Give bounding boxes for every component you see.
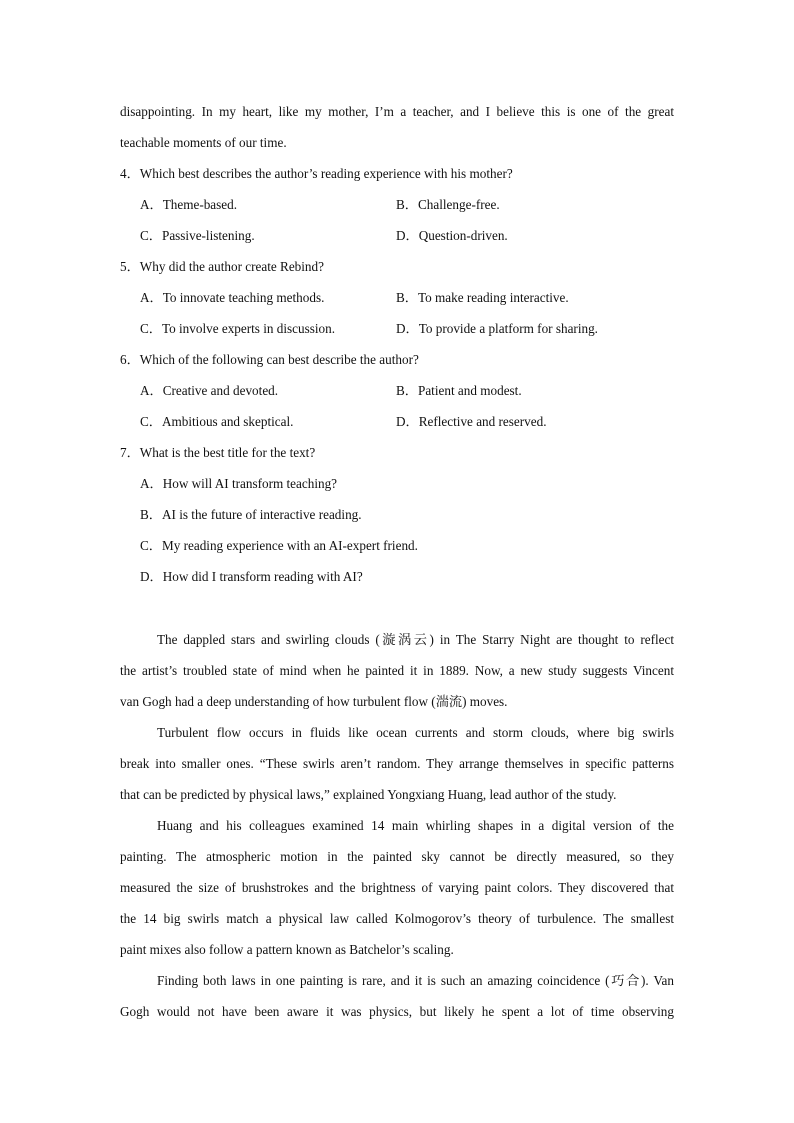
question-4: [120, 158, 674, 251]
option-c: C．My reading experience with an AI-expert friend.: [140, 538, 418, 553]
paragraph-line: Turbulent flow occurs in fluids like ocean currents and storm clouds, where big swirls: [157, 725, 674, 740]
paragraph-line: paint mixes also follow a pattern known as Batchelor’s scaling.: [120, 942, 454, 957]
question-5: [120, 251, 674, 344]
option-b: B．To make reading interactive.: [396, 290, 569, 305]
paragraph-line: break into smaller ones. “These swirls aren’t random. They arrange themselves in specific patterns: [120, 756, 674, 771]
paragraph-line: The dappled stars and swirling clouds (漩涡云) in The Starry Night are thought to reflect: [157, 632, 674, 647]
question-stem: 5．Why did the author create Rebind?: [120, 259, 324, 274]
option-a: A．How will AI transform teaching?: [140, 476, 338, 491]
paragraph-line: painting. The atmospheric motion in the painted sky cannot be directly measured, so they: [120, 849, 674, 864]
previous-passage-ending: [120, 96, 674, 158]
option-d: D．Question-driven.: [396, 228, 508, 243]
option-row: [120, 189, 674, 220]
paragraph-line: Gogh would not have been aware it was physics, but likely he spent a lot of time observing: [120, 1004, 674, 1019]
text-line: disappointing. In my heart, like my mother, I’m a teacher, and I believe this is one of the great: [120, 104, 674, 119]
option-b: B．AI is the future of interactive reading.: [140, 507, 362, 522]
question-stem: 4．Which best describes the author’s reading experience with his mother?: [120, 166, 513, 181]
paragraph-line: that can be predicted by physical laws,” explained Yongxiang Huang, lead author of the study.: [120, 787, 617, 802]
option-c: C．To involve experts in discussion.: [140, 321, 336, 336]
reading-passage: [120, 624, 674, 1027]
text-line: teachable moments of our time.: [120, 135, 287, 150]
option-c: C．Passive-listening.: [140, 228, 255, 243]
paragraph-line: van Gogh had a deep understanding of how turbulent flow (湍流) moves.: [120, 694, 508, 709]
paragraph-line: Finding both laws in one painting is rare, and it is such an amazing coincidence (巧合). Van: [157, 973, 674, 988]
option-b: B．Challenge-free.: [396, 197, 500, 212]
option-row: [120, 406, 674, 437]
document-page: [120, 96, 674, 1027]
question-6: [120, 344, 674, 437]
option-d: D．How did I transform reading with AI?: [140, 569, 363, 584]
paragraph-line: the artist’s troubled state of mind when he painted it in 1889. Now, a new study suggests Vincent: [120, 663, 674, 678]
option-b: B．Patient and modest.: [396, 383, 522, 398]
section-spacer: [120, 592, 674, 624]
option-a: A．Creative and devoted.: [140, 383, 279, 398]
question-7: [120, 437, 674, 592]
option-d: D．Reflective and reserved.: [396, 414, 547, 429]
option-a: A．To innovate teaching methods.: [140, 290, 325, 305]
option-a: A．Theme-based.: [140, 197, 238, 212]
option-row: [120, 220, 674, 251]
option-row: [120, 375, 674, 406]
question-stem: 6．Which of the following can best describe the author?: [120, 352, 419, 367]
option-row: [120, 282, 674, 313]
option-d: D．To provide a platform for sharing.: [396, 321, 598, 336]
paragraph-line: the 14 big swirls match a physical law called Kolmogorov’s theory of turbulence. The smallest: [120, 911, 674, 926]
option-row: [120, 313, 674, 344]
paragraph-line: Huang and his colleagues examined 14 main whirling shapes in a digital version of the: [157, 818, 674, 833]
option-c: C．Ambitious and skeptical.: [140, 414, 294, 429]
question-stem: 7．What is the best title for the text?: [120, 445, 316, 460]
paragraph-line: measured the size of brushstrokes and the brightness of varying paint colors. They discovered that: [120, 880, 674, 895]
